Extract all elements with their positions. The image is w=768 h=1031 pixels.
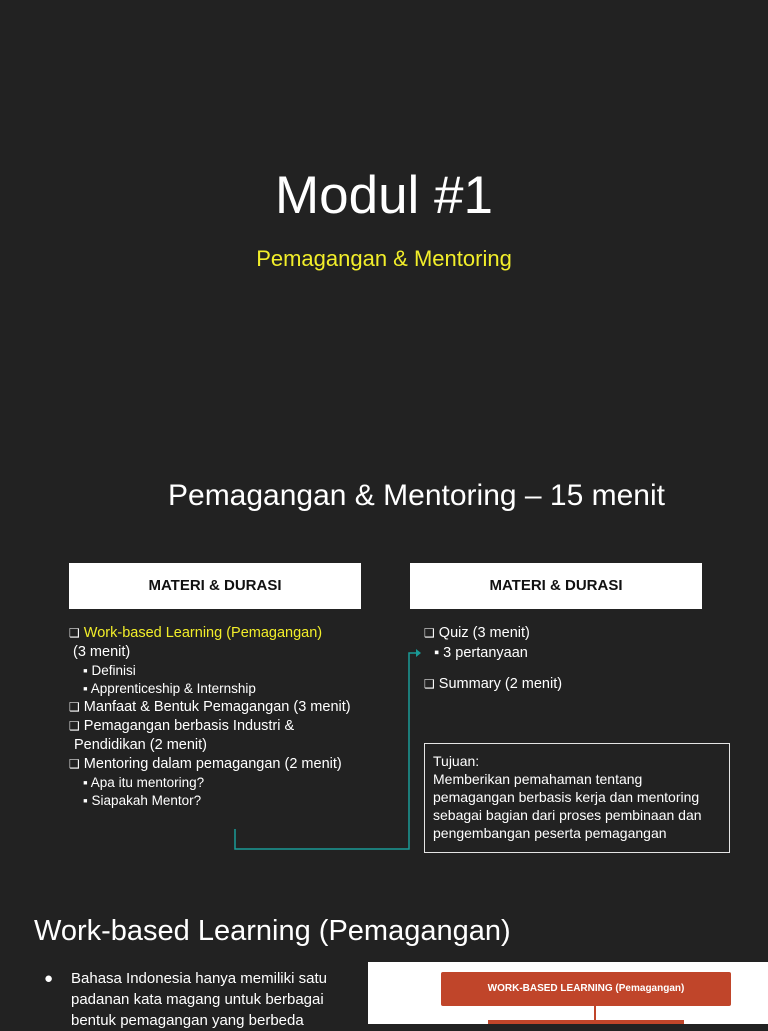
objective-text: pengembangan peserta pemagangan: [433, 825, 667, 841]
checkbox-icon: ❑: [69, 719, 80, 733]
objective-box: [424, 743, 730, 853]
list-item-label: Quiz (3 menit): [438, 625, 530, 641]
checkbox-icon: ❑: [69, 757, 80, 771]
list-item-label: Manfaat & Bentuk Pemagangan (3 menit): [83, 699, 351, 715]
objective-text: Memberikan pemahaman tentang: [433, 771, 643, 787]
diagram-connectors: [368, 962, 768, 1024]
list-item-label: Mentoring dalam pemagangan (2 menit): [83, 756, 342, 772]
objective-label: Tujuan:: [433, 753, 480, 769]
module-title: Modul #1: [274, 166, 494, 225]
slide-title: Pemagangan & Mentoring – 15 menit: [168, 479, 665, 512]
section-title: Work-based Learning (Pemagangan): [34, 915, 511, 947]
sub-item: ▪ Apprenticeship & Internship: [83, 681, 256, 696]
bullet-list: [44, 968, 354, 1031]
sub-item: ▪ Definisi: [83, 663, 136, 678]
sub-item-label: Definisi: [91, 663, 136, 678]
module-subtitle: Pemagangan & Mentoring: [256, 246, 512, 271]
bullet-text: bentuk pemagangan yang berbeda: [71, 1012, 304, 1029]
sub-item-label: Apa itu mentoring?: [90, 775, 205, 790]
bullet-icon: ●: [44, 970, 54, 987]
diagram-banner: WORK-BASED LEARNING (Pemagangan): [441, 972, 731, 1006]
objective-text: sebagai bagian dari proses pembinaan dan: [433, 807, 702, 823]
checkbox-icon: ❑: [424, 626, 435, 640]
sub-item: ▪ 3 pertanyaan: [434, 645, 528, 661]
list-item-label: Pemagangan berbasis Industri &: [83, 718, 295, 734]
sub-item-label: Siapakah Mentor?: [91, 793, 202, 808]
right-header-box: MATERI & DURASI: [410, 563, 702, 609]
sub-item: ▪ Siapakah Mentor?: [83, 793, 202, 808]
checkbox-icon: ❑: [69, 626, 80, 640]
diagram-panel: [368, 962, 768, 1024]
list-item-duration: (3 menit): [73, 644, 131, 660]
bullet-text: Bahasa Indonesia hanya memiliki satu: [71, 970, 327, 987]
list-item-label: Work-based Learning (Pemagangan): [83, 625, 323, 641]
sub-item: ▪ Apa itu mentoring?: [83, 775, 205, 790]
sub-item-label: 3 pertanyaan: [443, 645, 528, 661]
bullet-text: padanan kata magang untuk berbagai: [71, 991, 324, 1008]
list-item-label: Summary (2 menit): [438, 676, 563, 692]
left-header-box: MATERI & DURASI: [69, 563, 361, 609]
checkbox-icon: ❑: [69, 700, 80, 714]
sub-item-label: Apprenticeship & Internship: [90, 681, 256, 696]
list-item-label: Pendidikan (2 menit): [74, 737, 207, 753]
checkbox-icon: ❑: [424, 677, 435, 691]
objective-text: pemagangan berbasis kerja dan mentoring: [433, 789, 700, 805]
